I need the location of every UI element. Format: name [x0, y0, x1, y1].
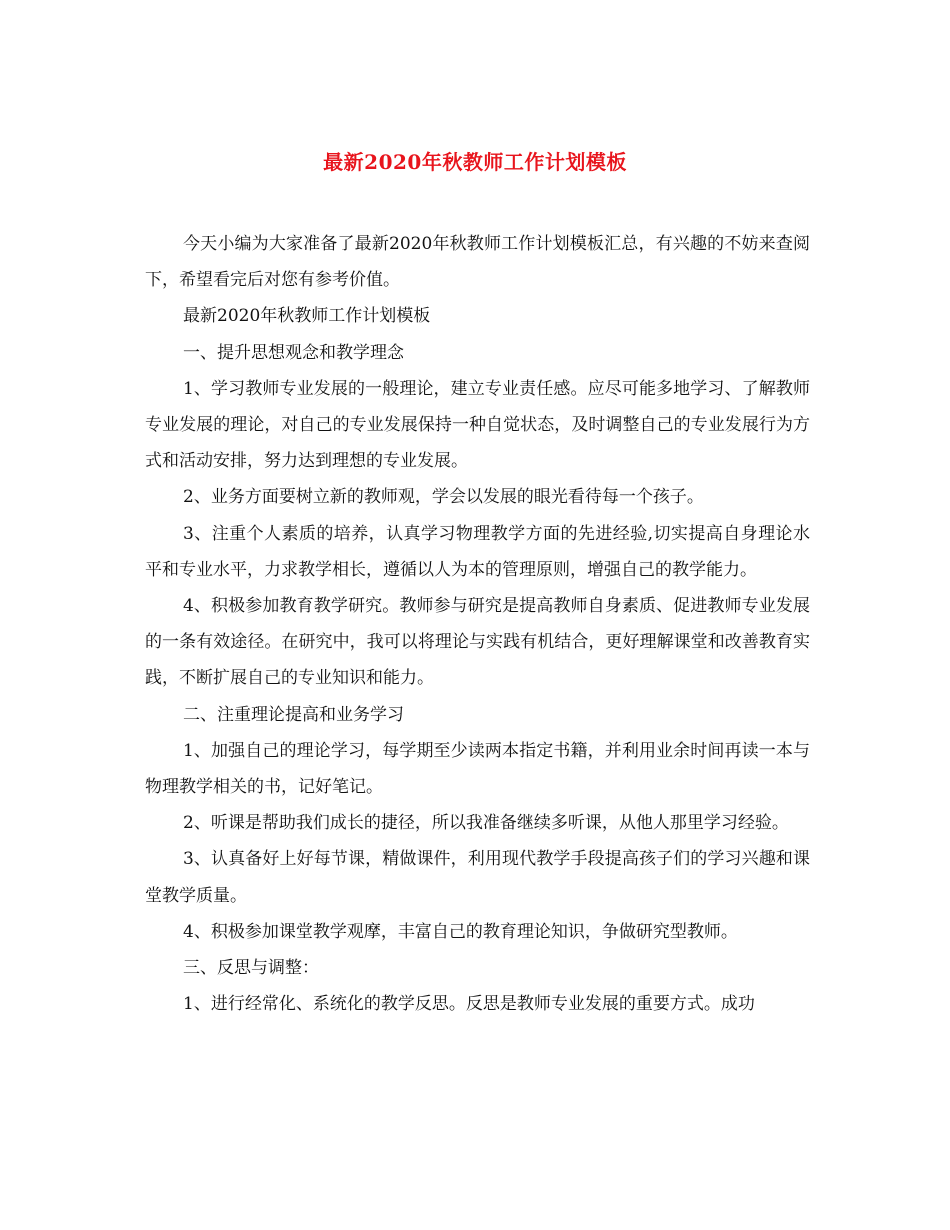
- section-2-item-1: 1、加强自己的理论学习，每学期至少读两本指定书籍，并利用业余时间再读一本与物理教学相关的书，记好笔记。: [145, 740, 810, 798]
- document-title: 最新2020年秋教师工作计划模板: [323, 150, 627, 174]
- section-3-item-1: 1、进行经常化、系统化的教学反思。反思是教师专业发展的重要方式。成功: [183, 994, 755, 1015]
- section-2-item-2: 2、听课是帮助我们成长的捷径，所以我准备继续多听课，从他人那里学习经验。: [183, 813, 789, 834]
- section-heading-2: 二、注重理论提高和业务学习: [183, 704, 404, 725]
- section-1-item-1: 1、学习教师专业发展的一般理论，建立专业责任感。应尽可能多地学习、了解教师专业发展的理论，对自己的专业发展保持一种自觉状态，及时调整自己的专业发展行为方式和活动安排，努力达到理想的专业发展。: [145, 378, 810, 472]
- subtitle-paragraph: 最新2020年秋教师工作计划模板: [183, 306, 431, 327]
- document-body: [145, 226, 810, 1022]
- section-1-item-3: 3、注重个人素质的培养，认真学习物理教学方面的先进经验,切实提高自身理论水平和专业水平，力求教学相长，遵循以人为本的管理原则，增强自己的教学能力。: [145, 523, 810, 580]
- section-1-item-4: 4、积极参加教育教学研究。教师参与研究是提高教师自身素质、促进教师专业发展的一条有效途径。在研究中，我可以将理论与实践有机结合，更好理解课堂和改善教育实践，不断扩展自己的专业知识和能力。: [145, 596, 810, 689]
- section-1-item-2: 2、业务方面要树立新的教师观，学会以发展的眼光看待每一个孩子。: [183, 487, 704, 508]
- section-heading-1: 一、提升思想观念和教学理念: [183, 342, 404, 363]
- section-heading-3: 三、反思与调整：: [183, 958, 319, 979]
- intro-paragraph: 今天小编为大家准备了最新2020年秋教师工作计划模板汇总，有兴趣的不妨来查阅下，希望看完后对您有参考价值。: [145, 234, 810, 291]
- section-2-item-4: 4、积极参加课堂教学观摩，丰富自己的教育理论知识，争做研究型教师。: [183, 921, 738, 942]
- section-2-item-3: 3、认真备好上好每节课，精做课件，利用现代教学手段提高孩子们的学习兴趣和课堂教学质量。: [145, 849, 810, 906]
